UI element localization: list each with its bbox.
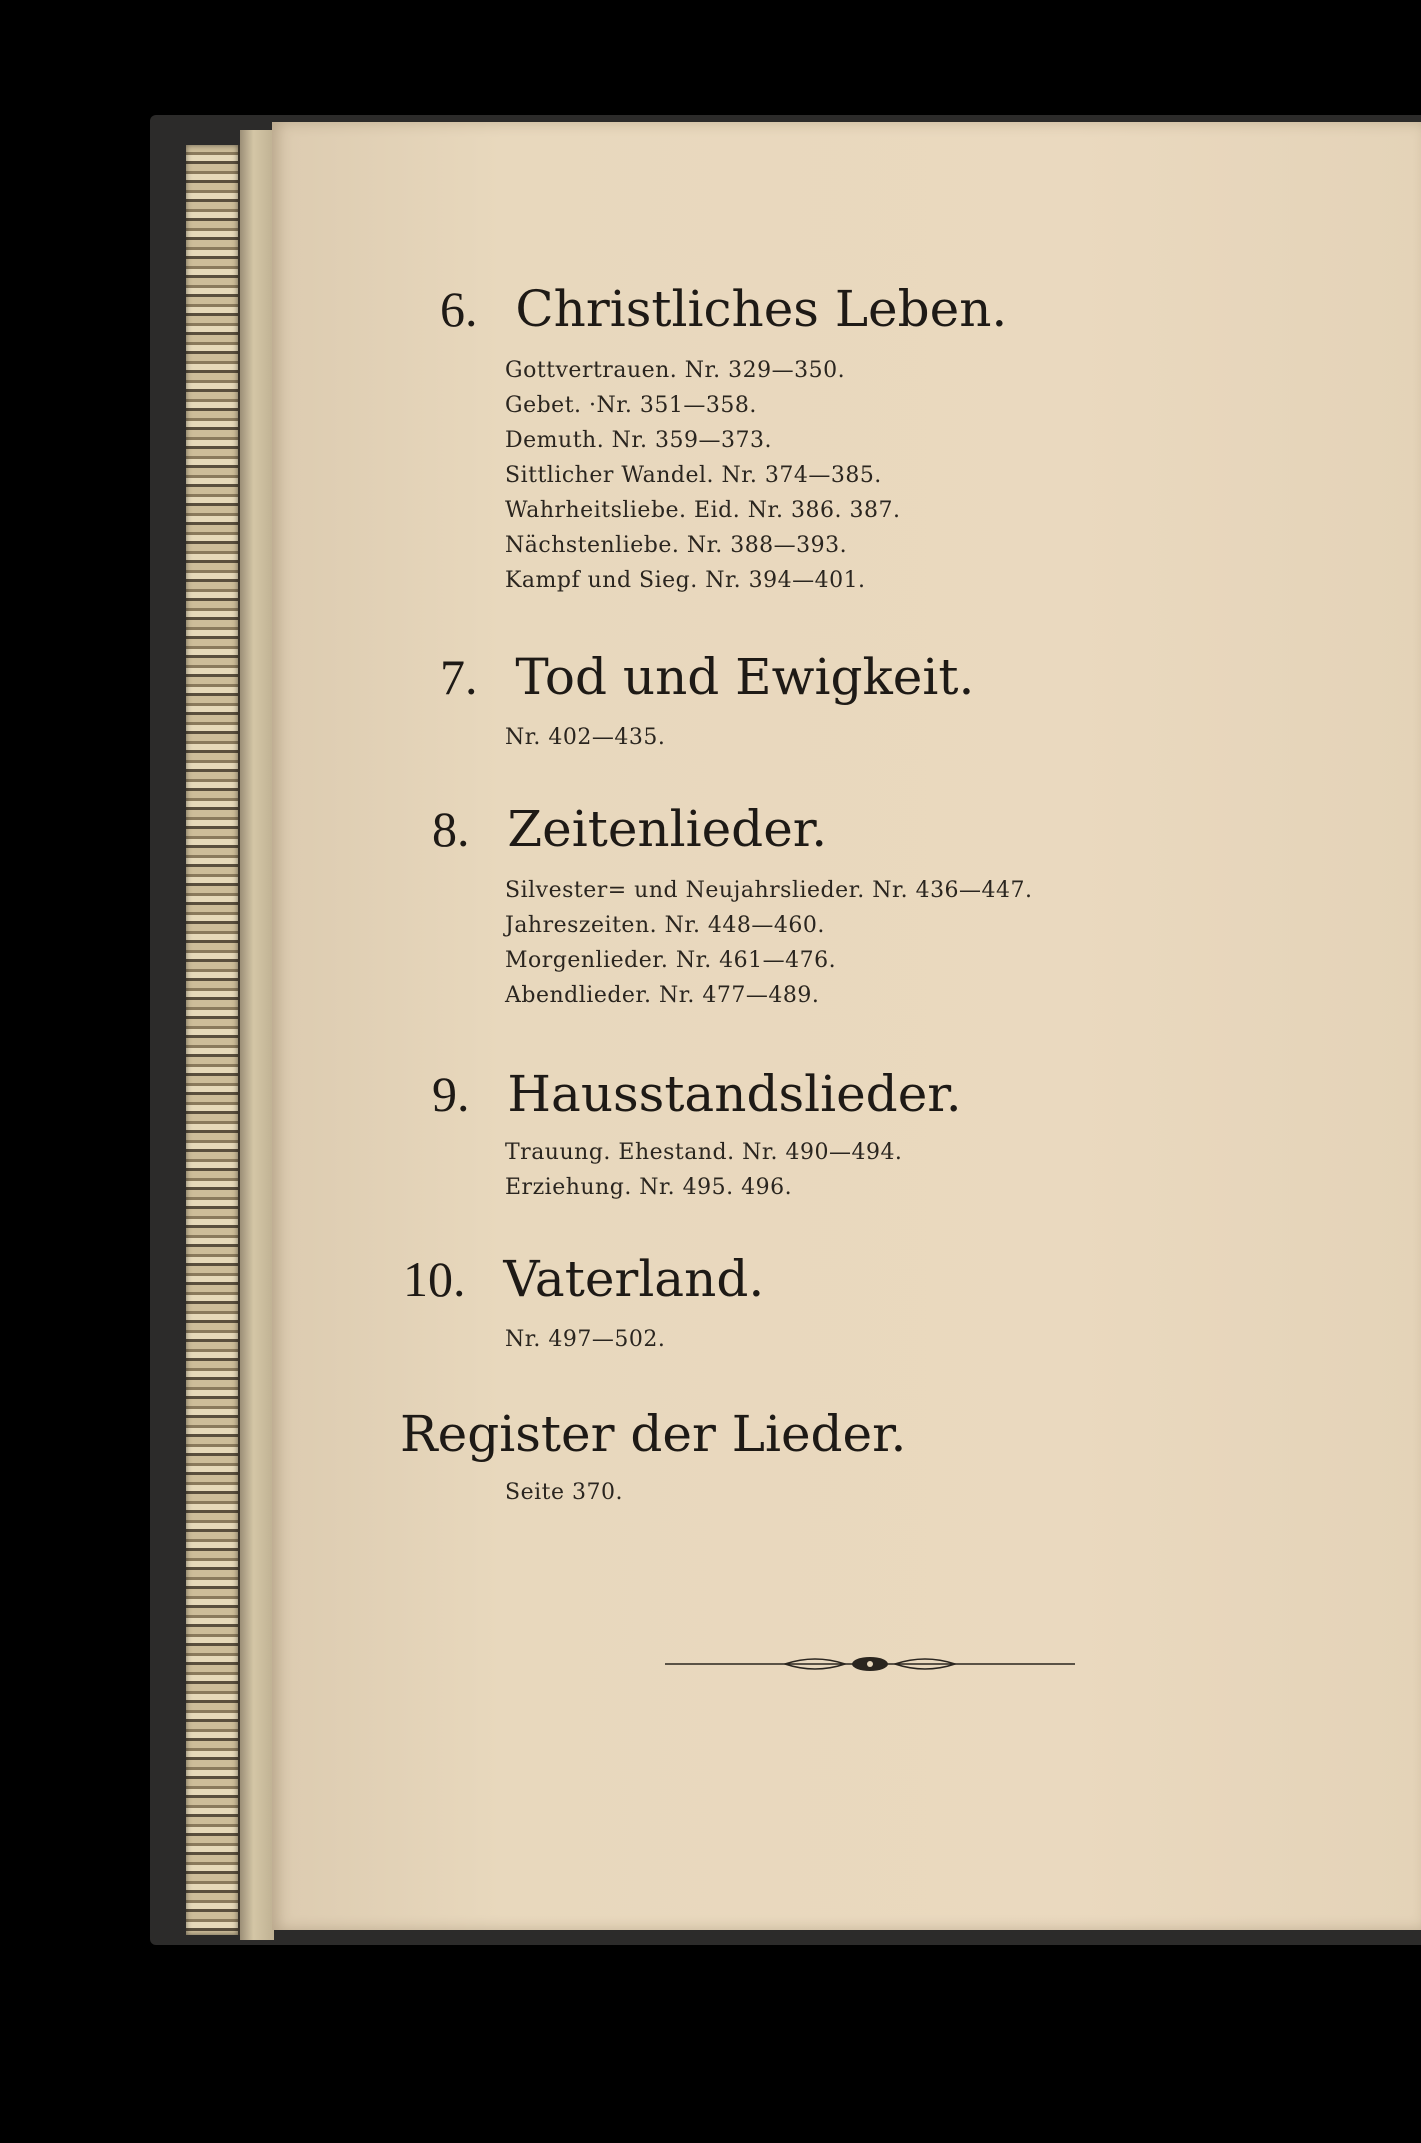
section-heading-7 — [440, 648, 974, 706]
section-number: 8. — [432, 801, 470, 857]
section-heading-8 — [432, 800, 827, 858]
list-item: Jahreszeiten. Nr. 448—460. — [505, 913, 825, 938]
register-heading — [400, 1405, 906, 1463]
list-item: Gottvertrauen. Nr. 329—350. — [505, 358, 846, 383]
section-number: 7. — [440, 649, 478, 705]
list-item: Kampf und Sieg. Nr. 394—401. — [505, 568, 866, 593]
list-item: Nächstenliebe. Nr. 388—393. — [505, 533, 848, 558]
section-heading-9 — [432, 1065, 962, 1123]
section-title: Tod und Ewigkeit. — [515, 648, 975, 706]
bleed-through-text — [1202, 682, 1421, 1982]
list-item: Nr. 402—435. — [505, 725, 666, 750]
section-title: Zeitenlieder. — [507, 800, 828, 858]
section-title: Hausstandslieder. — [507, 1065, 962, 1123]
section-title: Vaterland. — [503, 1250, 765, 1308]
section-title: Christliches Leben. — [515, 280, 1008, 338]
list-item: Wahrheitsliebe. Eid. Nr. 386. 387. — [505, 498, 901, 523]
list-item: Erziehung. Nr. 495. 496. — [505, 1175, 793, 1200]
page-edge — [240, 130, 274, 1940]
list-item: Morgenlieder. Nr. 461—476. — [505, 948, 837, 973]
section-number: 9. — [432, 1066, 470, 1122]
list-item: Sittlicher Wandel. Nr. 374—385. — [505, 463, 882, 488]
section-number: 10. — [403, 1251, 466, 1307]
list-item: Abendlieder. Nr. 477—489. — [505, 983, 820, 1008]
list-item: Nr. 497—502. — [505, 1327, 666, 1352]
section-number: 6. — [440, 281, 478, 337]
list-item: Demuth. Nr. 359—373. — [505, 428, 772, 453]
decorative-spine-pattern — [186, 145, 240, 1935]
list-item: Gebet. ·Nr. 351—358. — [505, 393, 757, 418]
section-title: Register der Lieder. — [400, 1405, 907, 1463]
list-item: Seite 370. — [505, 1480, 623, 1505]
list-item: Trauung. Ehestand. Nr. 490—494. — [505, 1140, 903, 1165]
section-heading-6 — [440, 280, 1007, 338]
list-item: Silvester= und Neujahrslieder. Nr. 436—447. — [505, 878, 1033, 903]
decorative-ornament-divider — [665, 1652, 1075, 1676]
section-heading-10 — [403, 1250, 764, 1308]
